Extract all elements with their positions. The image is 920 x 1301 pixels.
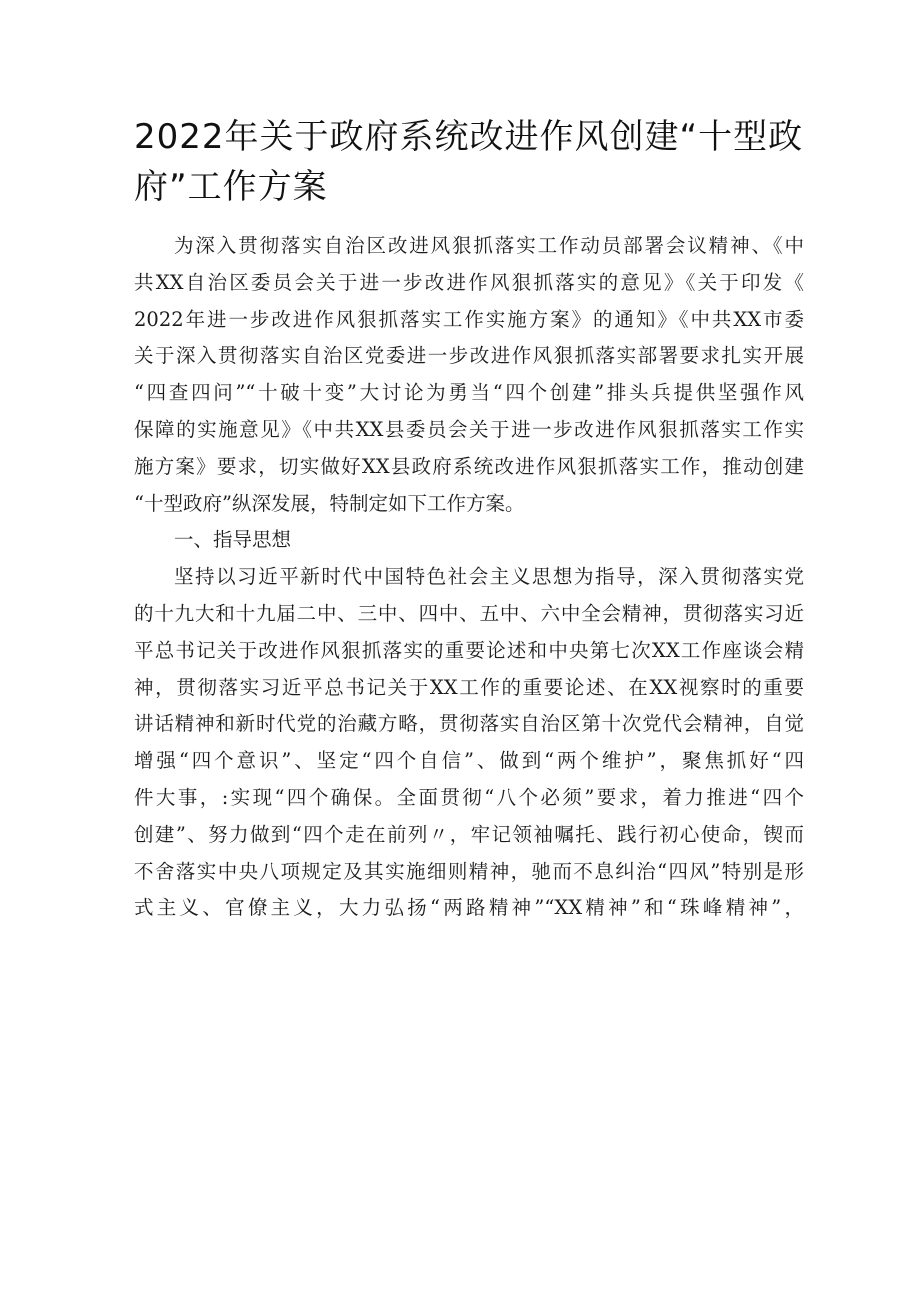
text-line: “四查四问”“十破十变”大讨论为勇当“四个创建”排头兵提供坚强作风 xyxy=(134,381,804,405)
text-line: 坚持以习近平新时代中国特色社会主义思想为指导，深入贯彻落实党 xyxy=(174,565,804,589)
text-line: 关于深入贯彻落实自治区党委进一步改进作风狠抓落实部署要求扎实开展 xyxy=(134,344,804,368)
text-line: “十型政府”纵深发展，特制定如下工作方案。 xyxy=(134,491,525,515)
text-line: 式主义、官僚主义，大力弘扬“两路精神”“XX精神”和“珠峰精神”， xyxy=(134,896,804,920)
text-line: 讲话精神和新时代党的治藏方略，贯彻落实自治区第十次党代会精神，自觉 xyxy=(134,712,804,736)
heading-text: 一、指导思想 xyxy=(174,528,292,552)
text-line: 创建”、努力做到“四个走在前列〃，牢记领袖嘱托、践行初心使命，锲而 xyxy=(134,822,804,846)
paragraph-preamble xyxy=(134,228,804,522)
text-line: 平总书记关于改进作风狠抓落实的重要论述和中央第七次XX工作座谈会精 xyxy=(134,638,804,662)
text-line: 件大事，:实现“四个确保。全面贯彻“八个必须”要求，着力推进“四个 xyxy=(134,785,804,809)
text-line: 施方案》要求，切实做好XX县政府系统改进作风狠抓落实工作，推动创建 xyxy=(134,454,804,478)
text-line: 2022年进一步改进作风狠抓落实工作实施方案》的通知》《中共XX市委 xyxy=(134,307,804,331)
text-line: 保障的实施意见》《中共XX县委员会关于进一步改进作风狠抓落实工作实 xyxy=(134,417,804,441)
text-line: 为深入贯彻落实自治区改进风狠抓落实工作动员部署会议精神、《中 xyxy=(174,234,804,257)
text-line: 的十九大和十九届二中、三中、四中、五中、六中全会精神，贯彻落实习近 xyxy=(134,601,804,625)
text-line: 共XX自治区委员会关于进一步改进作风狠抓落实的意见》《关于印发《 xyxy=(134,270,804,294)
text-line: 不舍落实中央八项规定及其实施细则精神，驰而不息纠治“四风”特别是形 xyxy=(134,859,804,883)
title-line: 2022年关于政府系统改进作风创建“十型政 xyxy=(134,117,804,157)
title-line: 府”工作方案 xyxy=(134,167,328,207)
paragraph-guiding-thought xyxy=(134,559,804,927)
document-title xyxy=(134,112,804,212)
text-line: 增强“四个意识”、坚定“四个自信”、做到“两个维护”，聚焦抓好“四 xyxy=(134,749,804,773)
section-heading xyxy=(134,522,804,559)
document-body xyxy=(134,228,804,927)
text-line: 神，贯彻落实习近平总书记关于XX工作的重要论述、在XX视察时的重要 xyxy=(134,675,804,699)
